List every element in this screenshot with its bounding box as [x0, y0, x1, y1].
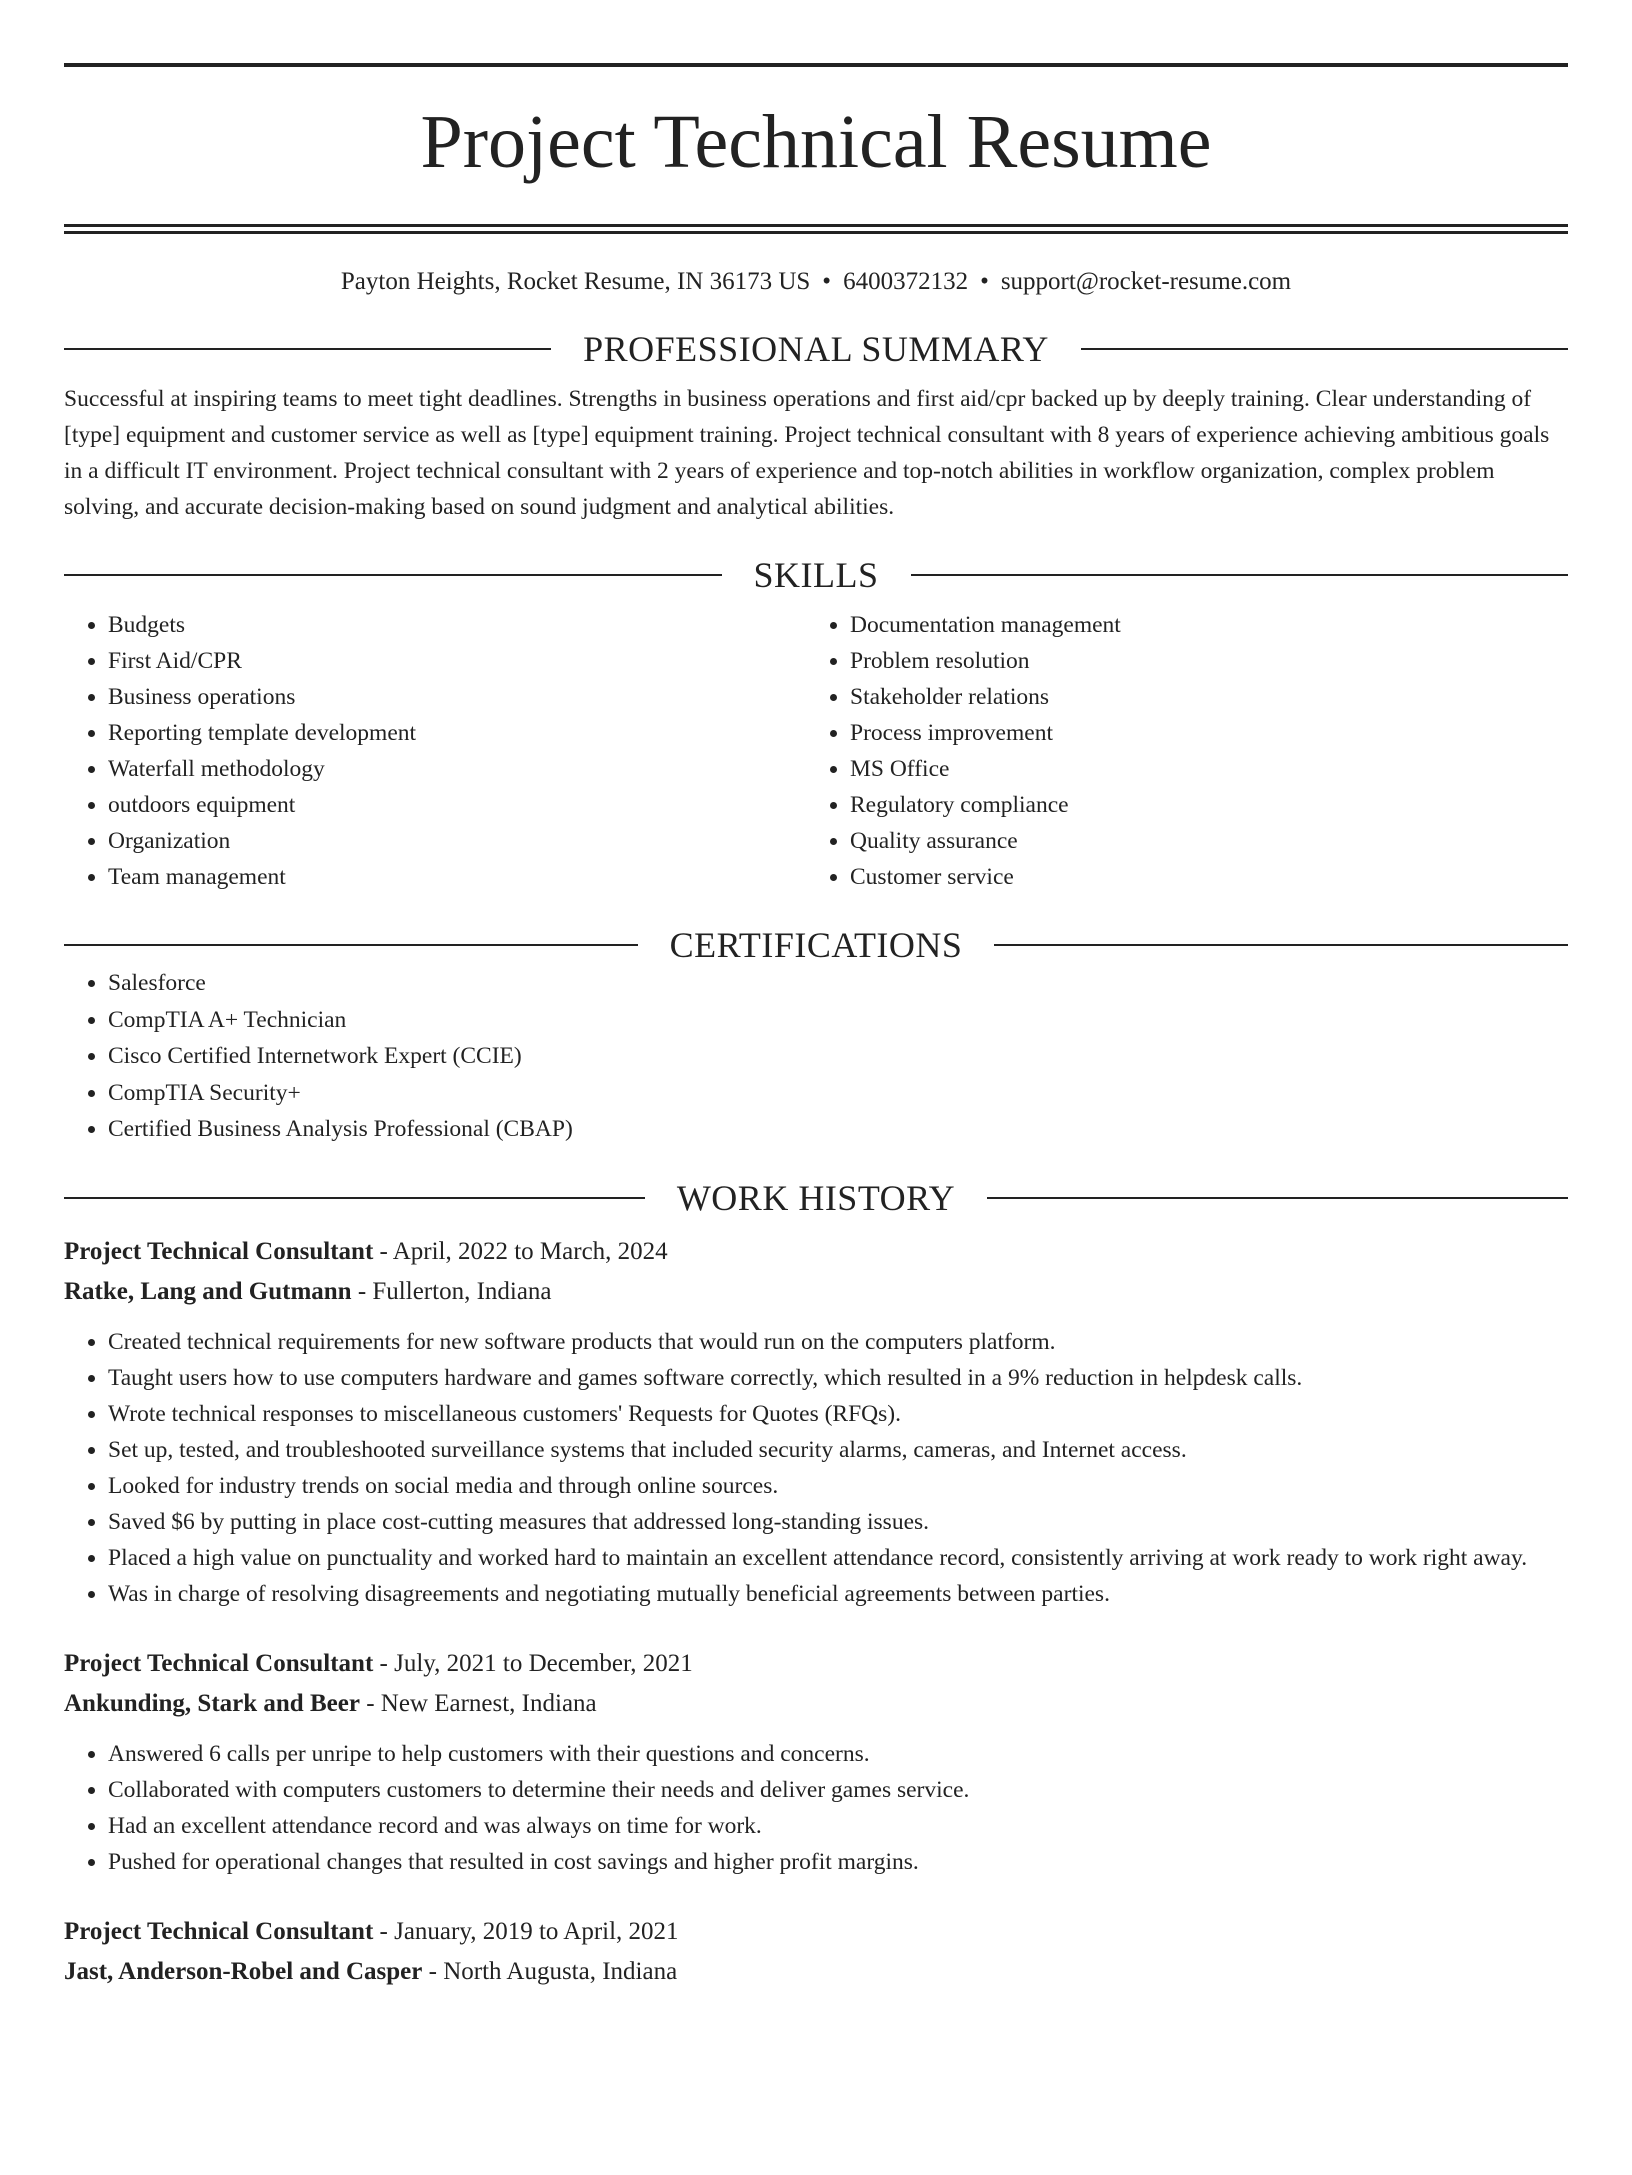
skill-item: • Reporting template development [108, 715, 806, 751]
section-header-skills [64, 555, 1568, 595]
section-header-work-history [64, 1178, 1568, 1218]
certification-item: • Certified Business Analysis Professional (CBAP) [108, 1111, 1568, 1148]
top-rule [64, 63, 1568, 67]
job-location: New Earnest, Indiana [380, 1689, 597, 1717]
job-bullet: • Set up, tested, and troubleshooted surveillance systems that included security alarms, cameras, and Internet access. [108, 1432, 1568, 1468]
contact-email: support@rocket-resume.com [1000, 268, 1292, 295]
job-dash: - [373, 1649, 395, 1677]
job-title: Project Technical Consultant [64, 1649, 374, 1677]
section-rule [1081, 348, 1568, 350]
skill-item: • Organization [108, 823, 806, 859]
section-title-skills: SKILLS [753, 555, 879, 595]
summary-text: Successful at inspiring teams to meet tight deadlines. Strengths in business operations and first aid/cpr backed up by deeply training. Clear understanding of [type] equipment and customer service as well as [type] equipment training. Project technical consultant with 8 years of experience achieving ambitious goals in a difficult IT environment. Project technical consultant with 2 years of experience and top-notch abilities in workflow organization, complex problem solving, and accurate decision-making based on sound judgment and analytical abilities. [64, 386, 1550, 520]
skill-item: • Documentation management [850, 607, 1548, 643]
job-company: Jast, Anderson-Robel and Casper [64, 1957, 423, 1985]
job-title-line [64, 1232, 1568, 1272]
skill-item: • Customer service [850, 859, 1548, 895]
section-title-summary: PROFESSIONAL SUMMARY [583, 329, 1049, 369]
job-title-line [64, 1912, 1568, 1952]
contact-line [64, 265, 1568, 299]
job-company: Ankunding, Stark and Beer [64, 1689, 360, 1717]
skill-item: • Business operations [108, 679, 806, 715]
contact-separator: • [822, 268, 832, 295]
section-rule [64, 1197, 645, 1199]
job-entry [64, 1912, 1568, 1992]
job-dash: - [373, 1917, 395, 1945]
section-header-summary [64, 329, 1568, 369]
job-dash: - [422, 1957, 444, 1985]
skill-item: • outdoors equipment [108, 787, 806, 823]
contact-separator: • [980, 268, 989, 295]
job-entry [64, 1644, 1568, 1880]
section-rule [64, 574, 722, 576]
skill-item: • Regulatory compliance [850, 787, 1548, 823]
contact-phone: 6400372132 [843, 268, 969, 295]
job-dates: January, 2019 to April, 2021 [394, 1917, 679, 1945]
job-company-line [64, 1952, 1568, 1992]
section-title-work-history: WORK HISTORY [676, 1177, 956, 1218]
section-rule [987, 1197, 1568, 1199]
section-title-certifications: CERTIFICATIONS [669, 925, 963, 965]
job-title-line [64, 1644, 1568, 1684]
job-company-line [64, 1272, 1568, 1312]
job-bullet: • Taught users how to use computers hardware and games software correctly, which resulted in a 9% reduction in helpdesk calls. [108, 1360, 1568, 1396]
section-rule [994, 944, 1568, 946]
skill-item: • Stakeholder relations [850, 679, 1548, 715]
skill-item: • Quality assurance [850, 823, 1548, 859]
job-bullet: • Looked for industry trends on social media and through online sources. [108, 1468, 1568, 1504]
job-bullet: • Created technical requirements for new software products that would run on the computers platform. [108, 1324, 1568, 1360]
section-rule [64, 944, 638, 946]
certifications-list [64, 965, 1568, 1148]
resume-page [64, 63, 1568, 1992]
section-header-certifications [64, 925, 1568, 965]
contact-address: Payton Heights, Rocket Resume, IN 36173 US [340, 268, 811, 295]
job-bullet: • Had an excellent attendance record and was always on time for work. [108, 1808, 1568, 1844]
section-rule [911, 574, 1569, 576]
skills-column-right [806, 607, 1548, 895]
skill-item: • Team management [108, 859, 806, 895]
skill-item: • Budgets [108, 607, 806, 643]
job-title: Project Technical Consultant [64, 1237, 374, 1265]
job-location: Fullerton, Indiana [372, 1277, 552, 1305]
job-bullet: • Placed a high value on punctuality and worked hard to maintain an excellent attendance record, consistently arriving at work ready to work right away. [108, 1540, 1568, 1576]
job-title: Project Technical Consultant [64, 1917, 374, 1945]
job-dash: - [373, 1237, 393, 1265]
skills-column-left [64, 607, 806, 895]
job-bullet: • Saved $6 by putting in place cost-cutting measures that addressed long-standing issues. [108, 1504, 1568, 1540]
skill-item: • First Aid/CPR [108, 643, 806, 679]
skill-item: • Process improvement [850, 715, 1548, 751]
job-dash: - [359, 1689, 381, 1717]
job-bullets [64, 1324, 1568, 1612]
job-dates: July, 2021 to December, 2021 [394, 1649, 693, 1677]
job-bullet: • Collaborated with computers customers to determine their needs and deliver games service. [108, 1772, 1568, 1808]
certification-item: • CompTIA A+ Technician [108, 1002, 1568, 1039]
certification-item: • Salesforce [108, 965, 1568, 1002]
job-bullet: • Pushed for operational changes that resulted in cost savings and higher profit margins. [108, 1844, 1568, 1880]
section-rule [64, 348, 551, 350]
job-dates: April, 2022 to March, 2024 [392, 1237, 668, 1265]
skill-item: • MS Office [850, 751, 1548, 787]
title-double-rule [64, 224, 1568, 234]
job-dash: - [351, 1277, 373, 1305]
job-bullet: • Wrote technical responses to miscellaneous customers' Requests for Quotes (RFQs). [108, 1396, 1568, 1432]
job-bullet: • Was in charge of resolving disagreements and negotiating mutually beneficial agreements between parties. [108, 1576, 1568, 1612]
job-location: North Augusta, Indiana [443, 1957, 678, 1985]
job-bullet: • Answered 6 calls per unripe to help customers with their questions and concerns. [108, 1736, 1568, 1772]
job-bullets [64, 1736, 1568, 1880]
resume-title: Project Technical Resume [420, 100, 1212, 184]
job-entry [64, 1232, 1568, 1612]
skill-item: • Waterfall methodology [108, 751, 806, 787]
skills-list [64, 607, 1568, 895]
certification-item: • Cisco Certified Internetwork Expert (CCIE) [108, 1038, 1568, 1075]
job-company-line [64, 1684, 1568, 1724]
job-company: Ratke, Lang and Gutmann [64, 1277, 352, 1305]
certification-item: • CompTIA Security+ [108, 1075, 1568, 1112]
skill-item: • Problem resolution [850, 643, 1548, 679]
